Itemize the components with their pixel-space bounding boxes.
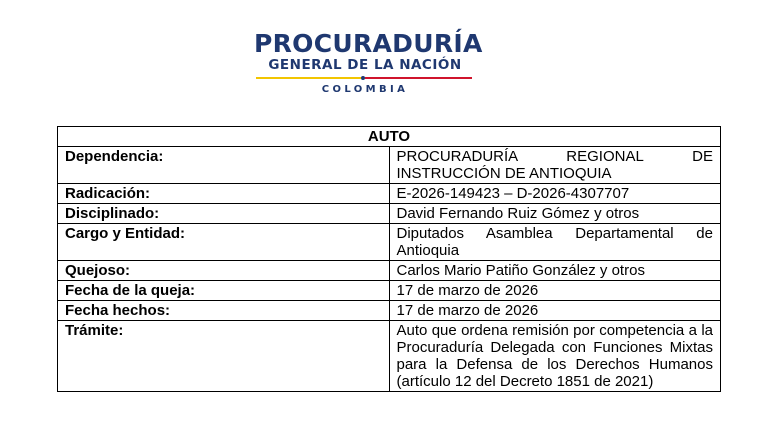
table-row bbox=[58, 204, 721, 224]
table-row bbox=[58, 224, 721, 261]
logo-title: PROCURADURÍA bbox=[254, 29, 483, 58]
logo-country: COLOMBIA bbox=[321, 84, 409, 95]
table-row bbox=[58, 321, 721, 392]
row-value-dependencia: PROCURADURÍA REGIONAL DE INSTRUCCIÓN DE ANTIOQUIA bbox=[389, 147, 721, 184]
row-value-disciplinado: David Fernando Ruiz Gómez y otros bbox=[389, 204, 721, 224]
procuraduria-logo bbox=[254, 29, 483, 100]
logo-flag-stripe bbox=[256, 76, 472, 80]
table-row bbox=[58, 261, 721, 281]
table-row bbox=[58, 281, 721, 301]
row-value-fecha-queja: 17 de marzo de 2026 bbox=[389, 281, 721, 301]
row-label-disciplinado: Disciplinado: bbox=[58, 204, 390, 224]
row-label-dependencia: Dependencia: bbox=[58, 147, 390, 184]
table-row bbox=[58, 147, 721, 184]
table-title: AUTO bbox=[58, 127, 721, 147]
auto-info-table bbox=[57, 126, 721, 392]
row-label-radicacion: Radicación: bbox=[58, 184, 390, 204]
flag-stripe-red bbox=[365, 77, 472, 79]
row-value-tramite: Auto que ordena remisión por competencia a la Procuraduría Delegada con Funciones Mixtas para la Defensa de los Derechos Humanos (artículo 12 del Decreto 1851 de 2021) bbox=[389, 321, 721, 392]
row-label-tramite: Trámite: bbox=[58, 321, 390, 392]
logo-subtitle: GENERAL DE LA NACIÓN bbox=[268, 57, 462, 73]
row-label-fecha-hechos: Fecha hechos: bbox=[58, 301, 390, 321]
row-value-quejoso: Carlos Mario Patiño González y otros bbox=[389, 261, 721, 281]
row-value-fecha-hechos: 17 de marzo de 2026 bbox=[389, 301, 721, 321]
row-value-radicacion: E-2026-149423 – D-2026-4307707 bbox=[389, 184, 721, 204]
row-label-quejoso: Quejoso: bbox=[58, 261, 390, 281]
table-row bbox=[58, 184, 721, 204]
row-label-fecha-queja: Fecha de la queja: bbox=[58, 281, 390, 301]
table-row bbox=[58, 301, 721, 321]
table-header-row bbox=[58, 127, 721, 147]
flag-stripe-yellow bbox=[256, 77, 361, 79]
row-label-cargo-entidad: Cargo y Entidad: bbox=[58, 224, 390, 261]
row-value-cargo-entidad: Diputados Asamblea Departamental de Antioquia bbox=[389, 224, 721, 261]
